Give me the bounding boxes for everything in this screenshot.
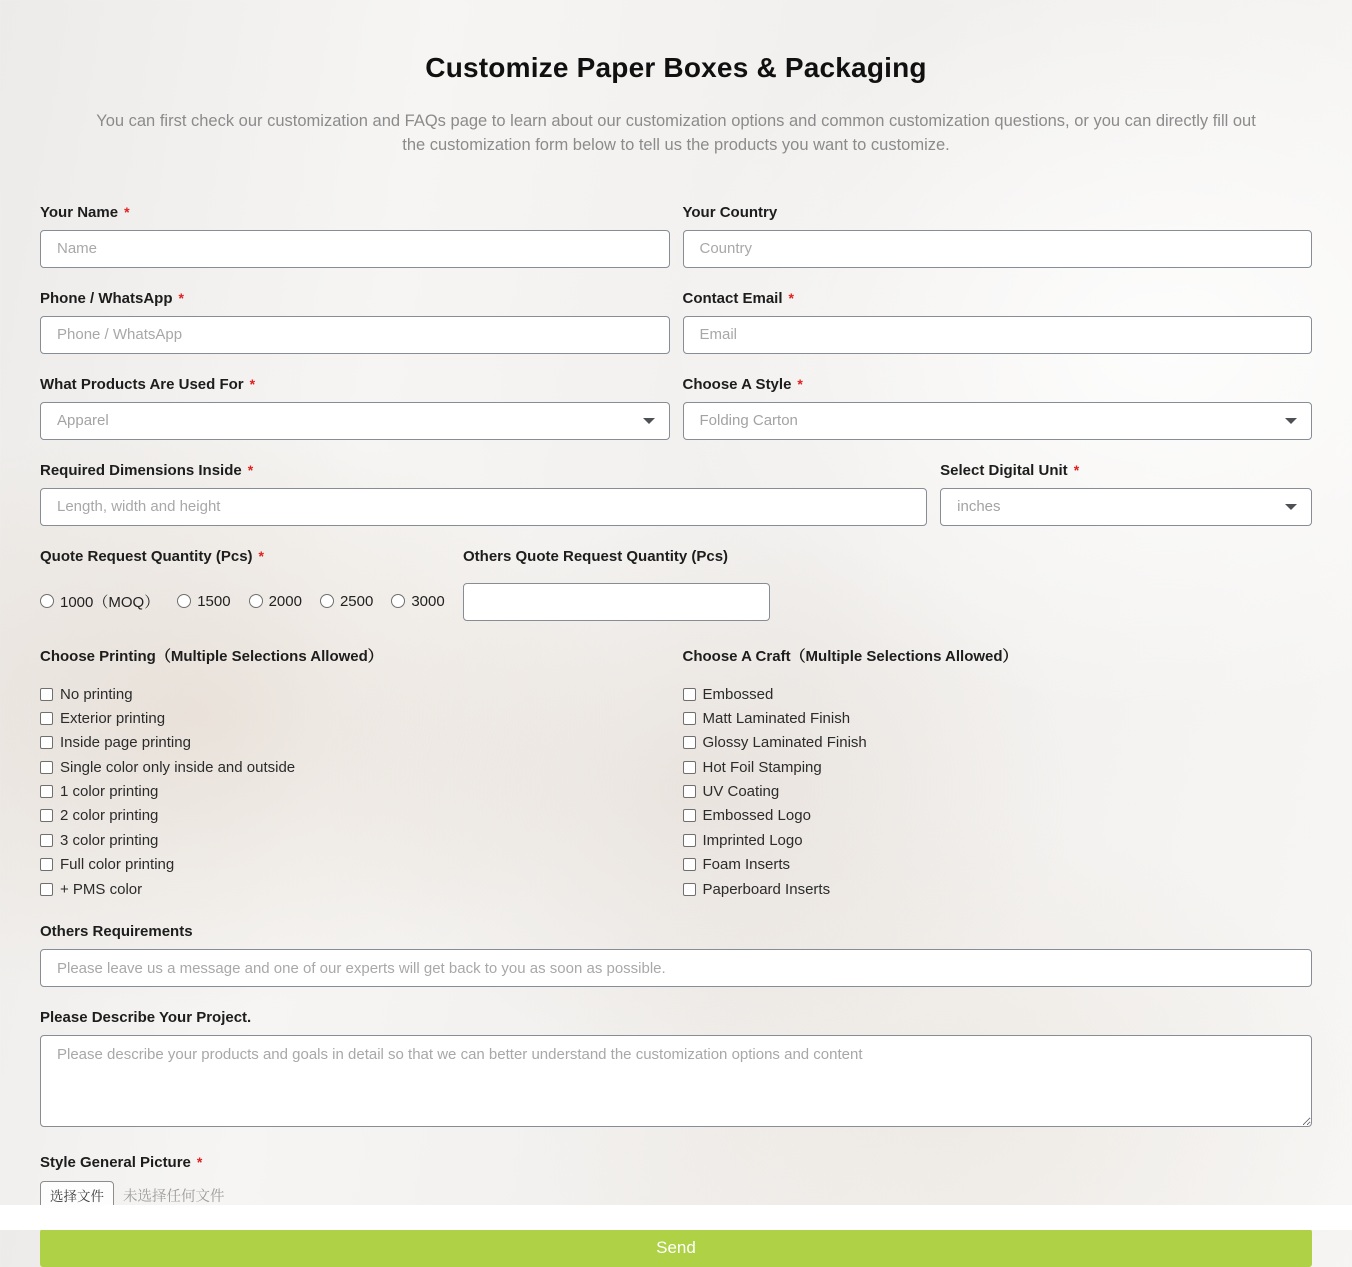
required-asterisk: * bbox=[247, 461, 254, 478]
craft-option-label: Embossed bbox=[702, 685, 774, 703]
your-name-label: Your Name bbox=[40, 203, 119, 221]
printing-option-label: 2 color printing bbox=[60, 807, 159, 825]
required-asterisk: * bbox=[196, 1154, 203, 1171]
required-asterisk: * bbox=[258, 547, 264, 564]
field-style-picture bbox=[40, 1154, 1312, 1209]
page-subtitle: You can first check our customization and FAQs page to learn about our customization options and common customization questions, or you can directly fill out the customization form below to tell us the products you want to customize. bbox=[96, 112, 1256, 154]
products-label: What Products Are Used For bbox=[40, 375, 244, 393]
dimensions-label: Required Dimensions Inside bbox=[40, 461, 242, 479]
phone-label: Phone / WhatsApp bbox=[40, 289, 173, 307]
field-digital-unit bbox=[940, 462, 1312, 526]
quantity-option-label: 1500 bbox=[197, 592, 231, 610]
unit-label: Select Digital Unit bbox=[940, 461, 1068, 479]
printing-option[interactable] bbox=[40, 779, 670, 803]
printing-checkbox[interactable] bbox=[40, 834, 53, 847]
printing-checkbox[interactable] bbox=[40, 736, 53, 749]
quantity-radio-group bbox=[40, 591, 463, 612]
row-quantity bbox=[40, 548, 1312, 621]
required-asterisk: * bbox=[1073, 461, 1080, 478]
craft-option-label: Paperboard Inserts bbox=[702, 880, 831, 898]
craft-checkbox[interactable] bbox=[683, 688, 696, 701]
quantity-option-1000[interactable] bbox=[40, 591, 159, 612]
quantity-option-1500[interactable] bbox=[177, 593, 230, 610]
printing-option[interactable] bbox=[40, 828, 670, 852]
printing-checkbox[interactable] bbox=[40, 883, 53, 896]
chevron-down-icon bbox=[1285, 418, 1297, 424]
row-printing-craft bbox=[40, 645, 1312, 902]
quantity-label: Quote Request Quantity (Pcs) bbox=[40, 547, 253, 565]
style-label: Choose A Style bbox=[682, 375, 792, 393]
quantity-radio-3000[interactable] bbox=[391, 594, 405, 608]
craft-option-label: Glossy Laminated Finish bbox=[702, 734, 867, 752]
quantity-option-label: 2000 bbox=[268, 592, 302, 610]
row-dimensions-unit bbox=[40, 462, 1312, 526]
craft-checkbox[interactable] bbox=[683, 809, 696, 822]
quantity-option-label: 2500 bbox=[339, 592, 374, 610]
your-country-label: Your Country bbox=[682, 203, 778, 221]
craft-option[interactable] bbox=[683, 731, 1313, 755]
quantity-option-2500[interactable] bbox=[320, 593, 373, 610]
printing-option[interactable] bbox=[40, 755, 670, 779]
choose-file-button[interactable]: 选择文件 bbox=[40, 1181, 114, 1209]
quantity-option-2000[interactable] bbox=[249, 593, 302, 610]
craft-option-label: Hot Foil Stamping bbox=[702, 758, 822, 776]
others-quantity-input[interactable] bbox=[463, 583, 770, 621]
products-select[interactable] bbox=[40, 402, 670, 440]
unit-select-value: inches bbox=[957, 498, 1001, 516]
row-products-style bbox=[40, 376, 1312, 440]
craft-option[interactable] bbox=[683, 706, 1313, 730]
craft-option[interactable] bbox=[683, 853, 1313, 877]
printing-option-label: Exterior printing bbox=[60, 709, 166, 727]
country-input[interactable] bbox=[683, 230, 1313, 268]
craft-option[interactable] bbox=[683, 779, 1313, 803]
field-choose-style bbox=[683, 376, 1313, 440]
describe-label: Please Describe Your Project. bbox=[40, 1009, 252, 1027]
craft-checkbox[interactable] bbox=[683, 785, 696, 798]
printing-option-label: Full color printing bbox=[60, 856, 175, 874]
email-input[interactable] bbox=[683, 316, 1313, 354]
products-select-value: Apparel bbox=[57, 412, 109, 430]
craft-option-label: Imprinted Logo bbox=[702, 831, 803, 849]
field-others-requirements bbox=[40, 923, 1312, 987]
picture-label: Style General Picture bbox=[40, 1154, 191, 1172]
printing-option[interactable] bbox=[40, 804, 670, 828]
craft-checkbox[interactable] bbox=[683, 712, 696, 725]
footer-strip bbox=[0, 1205, 1352, 1230]
row-name-country bbox=[40, 204, 1312, 268]
style-select-value: Folding Carton bbox=[699, 412, 798, 430]
required-asterisk: * bbox=[124, 203, 130, 220]
printing-option-label: + PMS color bbox=[60, 880, 143, 898]
choose-printing-group bbox=[40, 645, 670, 902]
required-asterisk: * bbox=[249, 375, 256, 392]
craft-label: Choose A Craft（Multiple Selections Allowed） bbox=[682, 647, 1018, 665]
others-quantity-label: Others Quote Request Quantity (Pcs) bbox=[463, 547, 729, 565]
field-your-name bbox=[40, 204, 670, 268]
craft-option[interactable] bbox=[683, 755, 1313, 779]
printing-option[interactable] bbox=[40, 853, 670, 877]
no-file-selected-text: 未选择任何文件 bbox=[123, 1188, 225, 1205]
chevron-down-icon bbox=[1285, 504, 1297, 510]
chevron-down-icon bbox=[643, 418, 655, 424]
field-your-country bbox=[683, 204, 1313, 268]
describe-textarea[interactable] bbox=[40, 1035, 1312, 1127]
name-input[interactable] bbox=[40, 230, 670, 268]
craft-option-label: UV Coating bbox=[702, 783, 780, 801]
printing-option[interactable] bbox=[40, 731, 670, 755]
dimensions-input[interactable] bbox=[40, 488, 927, 526]
field-products-used-for bbox=[40, 376, 670, 440]
printing-option[interactable] bbox=[40, 706, 670, 730]
craft-option-label: Embossed Logo bbox=[702, 807, 811, 825]
quantity-option-label: 3000 bbox=[411, 592, 445, 610]
customization-form bbox=[40, 204, 1312, 1267]
printing-option[interactable] bbox=[40, 877, 670, 901]
field-email bbox=[683, 290, 1313, 354]
field-others-quantity bbox=[463, 548, 770, 621]
quantity-radio-1000[interactable] bbox=[40, 594, 54, 608]
craft-option-label: Foam Inserts bbox=[702, 856, 791, 874]
quantity-radio-2000[interactable] bbox=[249, 594, 263, 608]
printing-checkbox[interactable] bbox=[40, 712, 53, 725]
craft-option-label: Matt Laminated Finish bbox=[702, 709, 851, 727]
printing-checkbox[interactable] bbox=[40, 785, 53, 798]
craft-option[interactable] bbox=[683, 828, 1313, 852]
required-asterisk: * bbox=[797, 375, 803, 392]
field-describe-project bbox=[40, 1009, 1312, 1132]
printing-checkbox[interactable] bbox=[40, 858, 53, 871]
printing-option[interactable] bbox=[40, 682, 670, 706]
style-select[interactable] bbox=[683, 402, 1313, 440]
quantity-radio-1500[interactable] bbox=[177, 594, 191, 608]
craft-checkbox[interactable] bbox=[683, 761, 696, 774]
field-dimensions bbox=[40, 462, 927, 526]
craft-option[interactable] bbox=[683, 804, 1313, 828]
quantity-option-3000[interactable] bbox=[391, 593, 444, 610]
printing-checkbox[interactable] bbox=[40, 688, 53, 701]
phone-input[interactable] bbox=[40, 316, 670, 354]
required-asterisk: * bbox=[788, 289, 794, 306]
choose-craft-group bbox=[683, 645, 1313, 902]
quantity-option-label: 1000（MOQ） bbox=[60, 593, 160, 611]
printing-option-label: 3 color printing bbox=[60, 831, 159, 849]
craft-option[interactable] bbox=[683, 877, 1313, 901]
field-phone bbox=[40, 290, 670, 354]
printing-label: Choose Printing（Multiple Selections Allowed） bbox=[40, 647, 383, 665]
quantity-radio-2500[interactable] bbox=[320, 594, 334, 608]
send-button[interactable]: Send bbox=[40, 1229, 1312, 1267]
craft-checkbox[interactable] bbox=[683, 736, 696, 749]
required-asterisk: * bbox=[178, 289, 184, 306]
page-title: Customize Paper Boxes & Packaging bbox=[425, 52, 927, 83]
printing-option-label: Single color only inside and outside bbox=[60, 758, 296, 776]
craft-checkbox[interactable] bbox=[683, 834, 696, 847]
row-phone-email bbox=[40, 290, 1312, 354]
unit-select[interactable] bbox=[940, 488, 1312, 526]
craft-checkbox[interactable] bbox=[683, 858, 696, 871]
printing-checkbox[interactable] bbox=[40, 761, 53, 774]
craft-checkbox[interactable] bbox=[683, 883, 696, 896]
craft-option[interactable] bbox=[683, 682, 1313, 706]
requirements-input[interactable] bbox=[40, 949, 1312, 987]
field-quote-quantity bbox=[40, 548, 463, 621]
printing-option-label: Inside page printing bbox=[60, 734, 191, 752]
printing-option-label: No printing bbox=[60, 685, 133, 703]
email-label: Contact Email bbox=[682, 289, 783, 307]
requirements-label: Others Requirements bbox=[40, 923, 193, 941]
printing-option-label: 1 color printing bbox=[60, 783, 159, 801]
printing-checkbox[interactable] bbox=[40, 809, 53, 822]
